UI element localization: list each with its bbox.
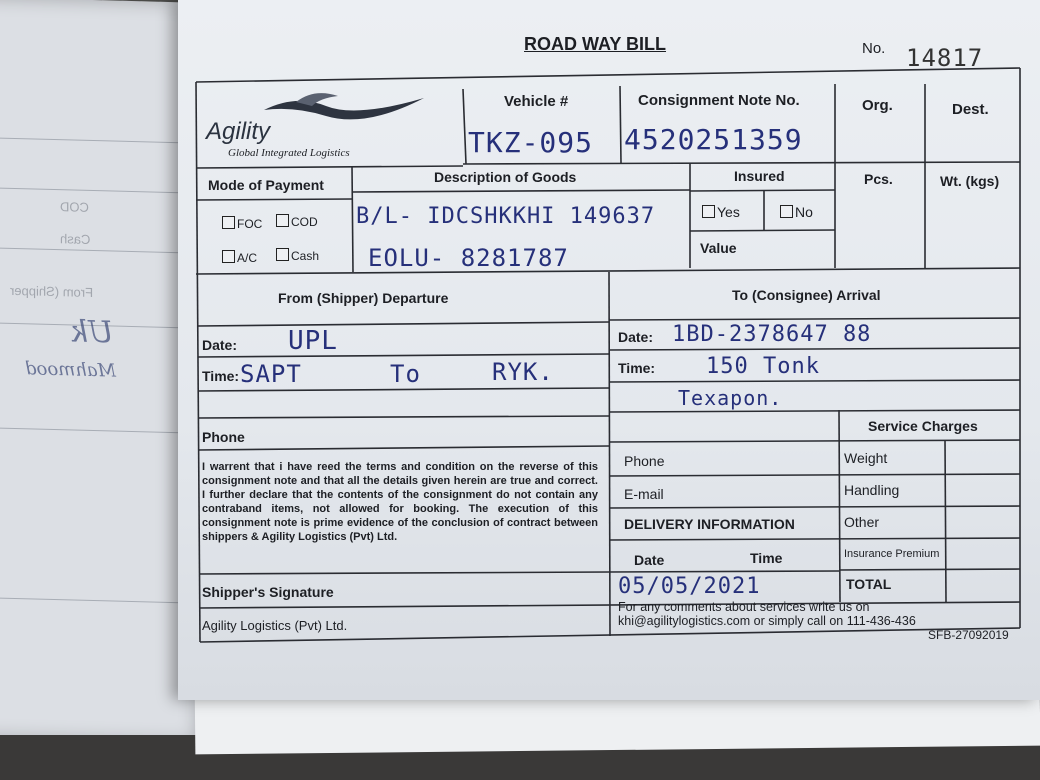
insured-no-checkbox[interactable] (780, 204, 813, 220)
consignee-date-label: Date: (618, 329, 654, 345)
charge-other-label: Other (844, 514, 880, 530)
consignee-time-label: Time: (618, 360, 656, 376)
delivery-date-label: Date (634, 552, 665, 568)
insured-value-label: Value (700, 240, 737, 256)
insured-no-label: No (795, 204, 813, 220)
payment-ac-label: A/C (237, 251, 258, 265)
waybill-page (178, 0, 1040, 700)
payment-ac-checkbox[interactable] (222, 250, 257, 265)
shipper-phone-label: Phone (202, 429, 245, 445)
insured-yes-label: Yes (717, 204, 740, 220)
consignee-time-value: 150 Tonk (706, 354, 820, 379)
comments-line-1: For any comments about services write us on (618, 600, 870, 614)
payment-cod-checkbox[interactable] (276, 214, 318, 229)
route-from-value: SAPT (240, 360, 302, 388)
comments-line-2: khi@agilitylogistics.com or simply call on 111-436-436 (618, 614, 916, 628)
brand-tagline: Global Integrated Logistics (228, 147, 350, 159)
delivery-info-heading: DELIVERY INFORMATION (624, 516, 795, 532)
charge-handling-label: Handling (844, 482, 900, 498)
checkbox-icon (276, 248, 289, 261)
charge-total-label: TOTAL (846, 576, 892, 592)
consignee-email-label: E-mail (624, 486, 664, 502)
payment-foc-checkbox[interactable] (222, 216, 262, 231)
goods-description-label: Description of Goods (434, 169, 577, 185)
ghost-handwriting-1: Uk (70, 314, 114, 351)
payment-foc-label: FOC (237, 217, 263, 231)
consignee-heading: To (Consignee) Arrival (732, 287, 881, 303)
company-name: Agility Logistics (Pvt) Ltd. (202, 618, 348, 633)
payment-cash-checkbox[interactable] (276, 248, 319, 263)
shipper-date-value: UPL (288, 326, 338, 356)
origin-label: Org. (862, 97, 893, 114)
ghost-handwriting-2: Mahmood (25, 358, 117, 382)
insured-label: Insured (734, 168, 785, 184)
product-name-value: Texapon. (678, 386, 783, 410)
previous-page (0, 0, 205, 743)
payment-cash-label: Cash (291, 249, 320, 263)
checkbox-icon (276, 214, 289, 227)
destination-label: Dest. (952, 101, 989, 118)
weight-kgs-label: Wt. (kgs) (940, 173, 1000, 189)
delivery-time-label: Time (750, 550, 783, 566)
ghost-cod-label: COD (60, 199, 89, 215)
delivery-date-value: 05/05/2021 (618, 574, 761, 599)
route-destination-value: RYK. (492, 358, 554, 386)
form-title: ROAD WAY BILL (524, 34, 667, 54)
charge-insurance-label: Insurance Premium (844, 548, 940, 560)
checkbox-icon (222, 216, 235, 229)
agility-bird-logo-icon (256, 88, 426, 132)
goods-line-2: EOLU- 8281787 (368, 244, 569, 272)
checkbox-icon (222, 250, 235, 263)
checkbox-icon (780, 205, 793, 218)
insured-yes-checkbox[interactable] (702, 204, 740, 220)
shipper-date-label: Date: (202, 337, 238, 353)
declaration-text: I warrent that i have reed the terms and condition on the reverse of this consignment note and that all the details given herein are true and correct. I further declare that the contents of the consignment do not contain any contraband items, not allowed for booking. The execution of this consignment note is prime evidence of the conclusion of contract between shippers & Agility Logistics (Pvt) Ltd. (202, 461, 598, 543)
checkbox-icon (702, 205, 715, 218)
payment-mode-label: Mode of Payment (208, 177, 324, 193)
service-charges-heading: Service Charges (868, 418, 978, 434)
ghost-from-shipper: From (Shipper (10, 282, 94, 301)
waybill-number: 14817 (906, 44, 984, 72)
ghost-cash-label: Cash (60, 231, 91, 247)
consignment-label: Consignment Note No. (638, 92, 800, 109)
vehicle-number-value: TKZ-095 (468, 126, 594, 159)
charge-weight-label: Weight (844, 450, 888, 466)
consignee-date-value: 1BD-2378647 88 (672, 322, 872, 347)
vehicle-label: Vehicle # (504, 93, 569, 110)
shipper-heading: From (Shipper) Departure (278, 290, 449, 306)
form-code: SFB-27092019 (928, 628, 1009, 642)
shipper-signature-label: Shipper's Signature (202, 584, 334, 600)
pieces-label: Pcs. (864, 171, 893, 187)
shipper-time-label: Time: (202, 368, 240, 384)
route-to-value: To (390, 360, 421, 388)
number-label: No. (862, 40, 886, 57)
consignment-number-value: 4520251359 (624, 123, 803, 156)
consignee-phone-label: Phone (624, 453, 665, 469)
goods-line-1: B/L- IDCSHKKHI 149637 (356, 204, 656, 229)
payment-cod-label: COD (291, 215, 318, 229)
brand-name: Agility (206, 118, 271, 145)
